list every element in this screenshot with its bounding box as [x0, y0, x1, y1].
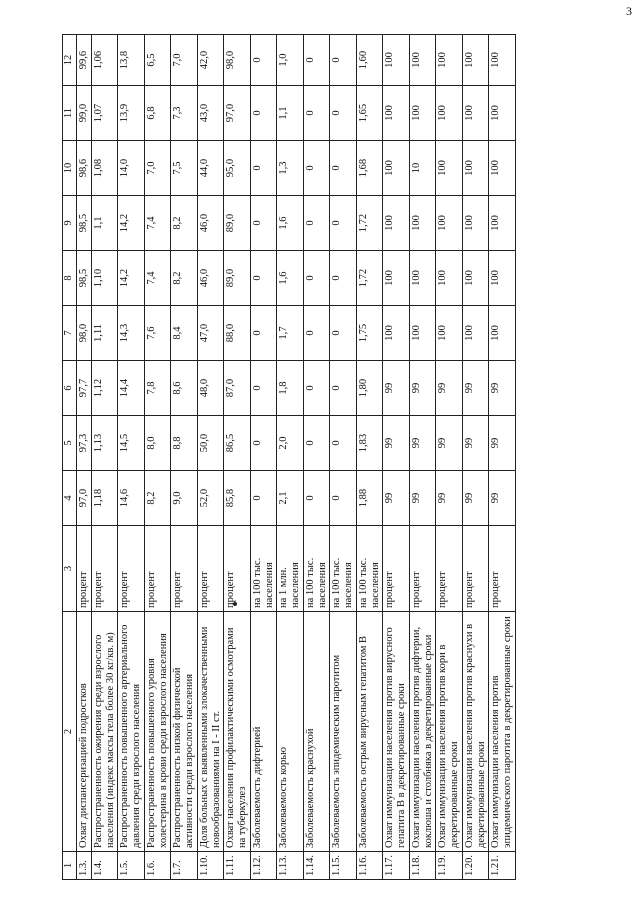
value-cell: 88,0 — [224, 306, 251, 361]
header-cell: 7 — [63, 306, 77, 361]
value-cell: 100 — [383, 251, 410, 306]
indicator-name: Заболеваемость эпидемическим паротитом — [330, 612, 357, 852]
value-cell: 100 — [383, 86, 410, 141]
value-cell: 14,2 — [118, 251, 145, 306]
value-cell: 7,0 — [144, 141, 171, 196]
value-cell: 98,0 — [77, 306, 92, 361]
unit-cell: процент — [118, 526, 145, 612]
value-cell: 0 — [330, 196, 357, 251]
unit-cell: процент — [489, 526, 516, 612]
value-cell: 99 — [489, 416, 516, 471]
value-cell: 1,1 — [91, 196, 118, 251]
value-cell: 1,1 — [277, 86, 304, 141]
value-cell: 100 — [409, 196, 436, 251]
header-cell: 6 — [63, 361, 77, 416]
indicator-name: Заболеваемость корью — [277, 612, 304, 852]
indicator-name: Охват иммунизации населения против дифтерии, коклюша и столбняка в декретированные сроки — [409, 612, 436, 852]
header-cell: 2 — [63, 612, 77, 852]
unit-cell: на 100 тыс. населения — [330, 526, 357, 612]
value-cell: 7,4 — [144, 251, 171, 306]
value-cell: 100 — [409, 306, 436, 361]
indicator-table — [62, 34, 516, 880]
value-cell: 85,8 — [224, 471, 251, 526]
value-cell: 1,08 — [91, 141, 118, 196]
value-cell: 8,2 — [171, 251, 198, 306]
value-cell: 1,7 — [277, 306, 304, 361]
value-cell: 13,9 — [118, 86, 145, 141]
page-number: 3 — [626, 4, 632, 18]
table-row — [118, 35, 145, 880]
unit-cell: процент — [224, 526, 251, 612]
unit-cell: на 1 млн. населения — [277, 526, 304, 612]
value-cell: 100 — [462, 251, 489, 306]
unit-cell: процент — [144, 526, 171, 612]
row-id: 1.12. — [250, 852, 277, 880]
header-cell: 4 — [63, 471, 77, 526]
value-cell: 7,5 — [171, 141, 198, 196]
row-id: 1.10. — [197, 852, 224, 880]
value-cell: 0 — [250, 196, 277, 251]
value-cell: 99 — [409, 416, 436, 471]
value-cell: 46,0 — [197, 251, 224, 306]
value-cell: 14,0 — [118, 141, 145, 196]
value-cell: 1,72 — [356, 196, 383, 251]
value-cell: 98,6 — [77, 141, 92, 196]
value-cell: 1,18 — [91, 471, 118, 526]
value-cell: 99 — [462, 416, 489, 471]
table-row — [489, 35, 516, 880]
value-cell: 1,80 — [356, 361, 383, 416]
table-row — [277, 35, 304, 880]
value-cell: 0 — [303, 196, 330, 251]
header-cell: 8 — [63, 251, 77, 306]
value-cell: 100 — [383, 306, 410, 361]
table-row — [77, 35, 92, 880]
value-cell: 0 — [250, 86, 277, 141]
value-cell: 100 — [489, 251, 516, 306]
value-cell: 99 — [489, 361, 516, 416]
value-cell: 100 — [383, 141, 410, 196]
value-cell: 89,0 — [224, 251, 251, 306]
value-cell: 1,88 — [356, 471, 383, 526]
unit-cell: процент — [77, 526, 92, 612]
indicator-name: Охват диспансеризацией подростков — [77, 612, 92, 852]
value-cell: 89,0 — [224, 196, 251, 251]
indicator-name: Распространенность низкой физической активности среди взрослого населения — [171, 612, 198, 852]
table-row — [171, 35, 198, 880]
value-cell: 99 — [489, 471, 516, 526]
value-cell: 98,5 — [77, 251, 92, 306]
value-cell: 50,0 — [197, 416, 224, 471]
unit-cell: процент — [436, 526, 463, 612]
table-row — [462, 35, 489, 880]
row-id: 1.19. — [436, 852, 463, 880]
value-cell: 7,3 — [171, 86, 198, 141]
unit-cell: на 100 тыс. населения — [250, 526, 277, 612]
row-id: 1.17. — [383, 852, 410, 880]
table-row — [436, 35, 463, 880]
table-row — [303, 35, 330, 880]
row-id: 1.15. — [330, 852, 357, 880]
value-cell: 43,0 — [197, 86, 224, 141]
value-cell: 99 — [383, 471, 410, 526]
value-cell: 0 — [303, 141, 330, 196]
value-cell: 1,10 — [91, 251, 118, 306]
value-cell: 6,5 — [144, 35, 171, 86]
value-cell: 10 — [409, 141, 436, 196]
value-cell: 99,6 — [77, 35, 92, 86]
value-cell: 1,68 — [356, 141, 383, 196]
value-cell: 0 — [330, 141, 357, 196]
header-cell: 10 — [63, 141, 77, 196]
value-cell: 97,3 — [77, 416, 92, 471]
unit-cell: процент — [91, 526, 118, 612]
value-cell: 100 — [462, 196, 489, 251]
value-cell: 14,6 — [118, 471, 145, 526]
row-id: 1.5. — [118, 852, 145, 880]
value-cell: 1,75 — [356, 306, 383, 361]
value-cell: 0 — [250, 416, 277, 471]
value-cell: 0 — [303, 361, 330, 416]
value-cell: 1,6 — [277, 251, 304, 306]
value-cell: 97,0 — [224, 86, 251, 141]
row-id: 1.14. — [303, 852, 330, 880]
value-cell: 99 — [436, 416, 463, 471]
value-cell: 0 — [303, 471, 330, 526]
value-cell: 0 — [303, 251, 330, 306]
value-cell: 14,4 — [118, 361, 145, 416]
indicator-name: Охват иммунизации населения против краснухи в декретированные сроки — [462, 612, 489, 852]
value-cell: 99 — [383, 361, 410, 416]
value-cell: 1,72 — [356, 251, 383, 306]
value-cell: 100 — [462, 306, 489, 361]
value-cell: 1,11 — [91, 306, 118, 361]
table-row — [91, 35, 118, 880]
unit-cell: процент — [171, 526, 198, 612]
row-id: 1.18. — [409, 852, 436, 880]
value-cell: 0 — [330, 471, 357, 526]
table-row — [330, 35, 357, 880]
row-id: 1.6. — [144, 852, 171, 880]
value-cell: 0 — [330, 306, 357, 361]
indicator-name: Заболеваемость острым вирусным гепатитом В — [356, 612, 383, 852]
table-row — [356, 35, 383, 880]
value-cell: 86,5 — [224, 416, 251, 471]
value-cell: 95,0 — [224, 141, 251, 196]
table-row — [224, 35, 251, 880]
value-cell: 0 — [303, 35, 330, 86]
value-cell: 100 — [489, 86, 516, 141]
value-cell: 1,07 — [91, 86, 118, 141]
value-cell: 48,0 — [197, 361, 224, 416]
value-cell: 100 — [489, 196, 516, 251]
unit-cell: на 100 тыс. населения — [303, 526, 330, 612]
value-cell: 52,0 — [197, 471, 224, 526]
value-cell: 100 — [489, 35, 516, 86]
value-cell: 1,65 — [356, 86, 383, 141]
header-cell: 11 — [63, 86, 77, 141]
value-cell: 1,6 — [277, 196, 304, 251]
indicator-name: Охват населения профилактическими осмотрами на туберкулез — [224, 612, 251, 852]
row-id: 1.13. — [277, 852, 304, 880]
value-cell: 100 — [436, 35, 463, 86]
row-id: 1.4. — [91, 852, 118, 880]
value-cell: 1,3 — [277, 141, 304, 196]
value-cell: 1,06 — [91, 35, 118, 86]
value-cell: 0 — [330, 416, 357, 471]
rotated-table-container — [62, 35, 608, 880]
indicator-name: Охват иммунизации населения против эпидемического паротита в декретированные сроки — [489, 612, 516, 852]
value-cell: 100 — [489, 306, 516, 361]
indicator-name: Охват иммунизации населения против кори в декретированные сроки — [436, 612, 463, 852]
header-cell: 9 — [63, 196, 77, 251]
table-row — [383, 35, 410, 880]
value-cell: 99 — [462, 361, 489, 416]
value-cell: 99 — [462, 471, 489, 526]
value-cell: 100 — [383, 35, 410, 86]
value-cell: 42,0 — [197, 35, 224, 86]
value-cell: 100 — [409, 35, 436, 86]
row-id: 1.20. — [462, 852, 489, 880]
value-cell: 0 — [250, 35, 277, 86]
value-cell: 14,5 — [118, 416, 145, 471]
table-row — [197, 35, 224, 880]
value-cell: 1,0 — [277, 35, 304, 86]
indicator-name: Распространенность повышенного уровня холестерина в крови среди взрослого населения — [144, 612, 171, 852]
row-id: 1.16. — [356, 852, 383, 880]
value-cell: 13,8 — [118, 35, 145, 86]
unit-cell: на 100 тыс. населения — [356, 526, 383, 612]
value-cell: 0 — [250, 306, 277, 361]
header-cell: 1 — [63, 852, 77, 880]
row-id: 1.11. — [224, 852, 251, 880]
value-cell: 97,0 — [77, 471, 92, 526]
value-cell: 100 — [436, 306, 463, 361]
row-id: 1.7. — [171, 852, 198, 880]
value-cell: 0 — [303, 416, 330, 471]
table-header — [63, 35, 77, 880]
value-cell: 0 — [250, 251, 277, 306]
value-cell: 8,2 — [144, 471, 171, 526]
header-row — [63, 35, 77, 880]
header-cell: 12 — [63, 35, 77, 86]
value-cell: 100 — [436, 251, 463, 306]
value-cell: 0 — [303, 306, 330, 361]
unit-cell: процент — [383, 526, 410, 612]
value-cell: 1,13 — [91, 416, 118, 471]
value-cell: 100 — [383, 196, 410, 251]
unit-cell: процент — [197, 526, 224, 612]
value-cell: 0 — [330, 251, 357, 306]
value-cell: 100 — [462, 86, 489, 141]
value-cell: 8,8 — [171, 416, 198, 471]
value-cell: 6,8 — [144, 86, 171, 141]
value-cell: 100 — [436, 86, 463, 141]
value-cell: 0 — [330, 35, 357, 86]
table-body — [77, 35, 516, 880]
value-cell: 8,2 — [171, 196, 198, 251]
indicator-name: Распространенность ожирения среди взрослого населения (индекс массы тела более 30 кг/кв. м) — [91, 612, 118, 852]
value-cell: 2,1 — [277, 471, 304, 526]
value-cell: 2,0 — [277, 416, 304, 471]
value-cell: 87,0 — [224, 361, 251, 416]
row-id: 1.3. — [77, 852, 92, 880]
value-cell: 100 — [462, 141, 489, 196]
value-cell: 1,8 — [277, 361, 304, 416]
value-cell: 99 — [436, 361, 463, 416]
value-cell: 9,0 — [171, 471, 198, 526]
table-row — [144, 35, 171, 880]
value-cell: 8,0 — [144, 416, 171, 471]
value-cell: 0 — [250, 361, 277, 416]
value-cell: 47,0 — [197, 306, 224, 361]
table-row — [409, 35, 436, 880]
row-id: 1.21. — [489, 852, 516, 880]
value-cell: 99 — [383, 416, 410, 471]
value-cell: 97,7 — [77, 361, 92, 416]
value-cell: 14,2 — [118, 196, 145, 251]
value-cell: 8,4 — [171, 306, 198, 361]
header-cell: 5 — [63, 416, 77, 471]
indicator-name: Распространенность повышенного артериального давления среди взрослого населения — [118, 612, 145, 852]
value-cell: 1,60 — [356, 35, 383, 86]
value-cell: 7,6 — [144, 306, 171, 361]
unit-cell: процент — [409, 526, 436, 612]
value-cell: 7,8 — [144, 361, 171, 416]
value-cell: 0 — [250, 141, 277, 196]
value-cell: 0 — [330, 86, 357, 141]
value-cell: 46,0 — [197, 196, 224, 251]
value-cell: 0 — [250, 471, 277, 526]
value-cell: 1,12 — [91, 361, 118, 416]
value-cell: 98,0 — [224, 35, 251, 86]
value-cell: 100 — [489, 141, 516, 196]
value-cell: 100 — [409, 86, 436, 141]
unit-cell: процент — [462, 526, 489, 612]
value-cell: 100 — [436, 141, 463, 196]
indicator-name: Заболеваемость дифтерией — [250, 612, 277, 852]
value-cell: 99 — [409, 361, 436, 416]
indicator-name: Доля больных с выявленными злокачественными новообразованиями на I - II ст. — [197, 612, 224, 852]
value-cell: 1,83 — [356, 416, 383, 471]
value-cell: 99 — [436, 471, 463, 526]
value-cell: 0 — [330, 361, 357, 416]
value-cell: 44,0 — [197, 141, 224, 196]
value-cell: 99,0 — [77, 86, 92, 141]
value-cell: 100 — [409, 251, 436, 306]
value-cell: 7,4 — [144, 196, 171, 251]
header-cell: 3 — [63, 526, 77, 612]
value-cell: 0 — [303, 86, 330, 141]
indicator-name: Охват иммунизации населения против вирусного гепатита В в декретированные сроки — [383, 612, 410, 852]
value-cell: 100 — [462, 35, 489, 86]
value-cell: 98,5 — [77, 196, 92, 251]
value-cell: 100 — [436, 196, 463, 251]
value-cell: 8,6 — [171, 361, 198, 416]
value-cell: 7,0 — [171, 35, 198, 86]
table-row — [250, 35, 277, 880]
value-cell: 99 — [409, 471, 436, 526]
indicator-name: Заболеваемость краснухой — [303, 612, 330, 852]
value-cell: 14,3 — [118, 306, 145, 361]
